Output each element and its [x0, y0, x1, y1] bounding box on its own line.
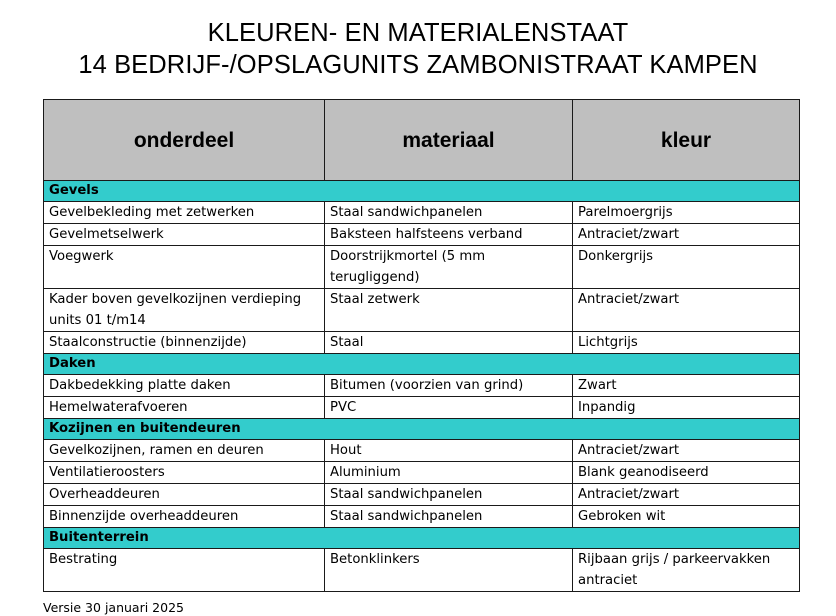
section-row-buitenterrein [44, 528, 800, 549]
cell-materiaal: Staal [325, 332, 573, 354]
table-row [44, 246, 800, 289]
cell-kleur: Antraciet/zwart [573, 224, 800, 246]
cell-onderdeel: Gevelkozijnen, ramen en deuren [44, 440, 325, 462]
table-row [44, 506, 800, 528]
cell-kleur: Donkergrijs [573, 246, 800, 289]
document-title-line-2: 14 BEDRIJF-/OPSLAGUNITS ZAMBONISTRAAT KAMPEN [78, 51, 758, 79]
cell-onderdeel: Binnenzijde overheaddeuren [44, 506, 325, 528]
section-label: Kozijnen en buitendeuren [44, 419, 800, 440]
cell-kleur: Parelmoergrijs [573, 202, 800, 224]
cell-materiaal: Betonklinkers [325, 549, 573, 592]
section-label: Buitenterrein [44, 528, 800, 549]
cell-materiaal: Bitumen (voorzien van grind) [325, 375, 573, 397]
cell-kleur: Zwart [573, 375, 800, 397]
cell-materiaal: Staal sandwichpanelen [325, 506, 573, 528]
cell-onderdeel: Voegwerk [44, 246, 325, 289]
cell-onderdeel: Dakbedekking platte daken [44, 375, 325, 397]
cell-materiaal: Hout [325, 440, 573, 462]
table-row [44, 484, 800, 506]
cell-kleur: Antraciet/zwart [573, 484, 800, 506]
section-label: Gevels [44, 181, 800, 202]
cell-kleur: Antraciet/zwart [573, 289, 800, 332]
cell-onderdeel: Staalconstructie (binnenzijde) [44, 332, 325, 354]
table-row [44, 440, 800, 462]
cell-materiaal: PVC [325, 397, 573, 419]
table-row [44, 332, 800, 354]
cell-kleur: Inpandig [573, 397, 800, 419]
table-row [44, 397, 800, 419]
cell-onderdeel: Bestrating [44, 549, 325, 592]
cell-onderdeel: Ventilatieroosters [44, 462, 325, 484]
section-row-kozijnen [44, 419, 800, 440]
cell-materiaal: Baksteen halfsteens verband [325, 224, 573, 246]
cell-materiaal: Staal zetwerk [325, 289, 573, 332]
cell-kleur: Rijbaan grijs / parkeervakken antraciet [573, 549, 800, 592]
cell-onderdeel: Gevelmetselwerk [44, 224, 325, 246]
table-row [44, 224, 800, 246]
table-row [44, 202, 800, 224]
cell-kleur: Lichtgrijs [573, 332, 800, 354]
cell-onderdeel: Kader boven gevelkozijnen verdieping units 01 t/m14 [44, 289, 325, 332]
cell-onderdeel: Hemelwaterafvoeren [44, 397, 325, 419]
section-label: Daken [44, 354, 800, 375]
cell-materiaal: Aluminium [325, 462, 573, 484]
cell-onderdeel: Gevelbekleding met zetwerken [44, 202, 325, 224]
table-row [44, 289, 800, 332]
section-row-daken [44, 354, 800, 375]
cell-kleur: Gebroken wit [573, 506, 800, 528]
version-footer: Versie 30 januari 2025 [43, 600, 184, 615]
table-row [44, 549, 800, 592]
header-materiaal: materiaal [325, 100, 573, 181]
table-header-row [44, 100, 800, 181]
document-title-line-1: KLEUREN- EN MATERIALENSTAAT [207, 19, 629, 47]
table-row [44, 462, 800, 484]
header-onderdeel: onderdeel [44, 100, 325, 181]
header-kleur: kleur [573, 100, 800, 181]
cell-materiaal: Staal sandwichpanelen [325, 484, 573, 506]
cell-onderdeel: Overheaddeuren [44, 484, 325, 506]
section-row-gevels [44, 181, 800, 202]
cell-materiaal: Staal sandwichpanelen [325, 202, 573, 224]
table-row [44, 375, 800, 397]
materials-table [43, 99, 800, 592]
cell-kleur: Blank geanodiseerd [573, 462, 800, 484]
cell-materiaal: Doorstrijkmortel (5 mm terugliggend) [325, 246, 573, 289]
cell-kleur: Antraciet/zwart [573, 440, 800, 462]
